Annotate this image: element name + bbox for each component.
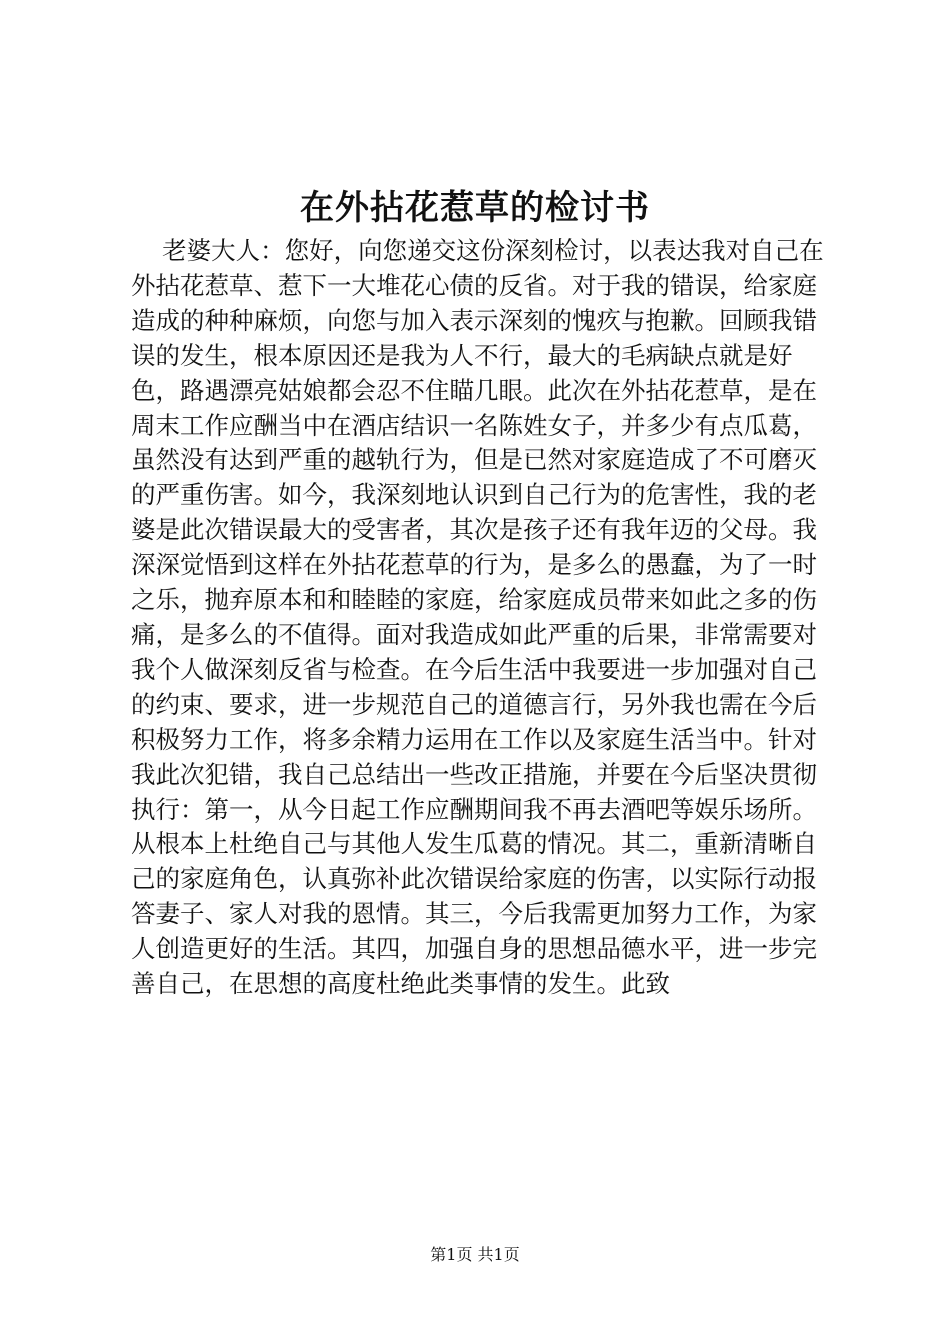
document-body: 老婆大人：您好，向您递交这份深刻检讨，以表达我对自己在外拈花惹草、惹下一大堆花心债的反省。对于我的错误，给家庭造成的种种麻烦，向您与加入表示深刻的愧疚与抱歉。回顾我错误的发生，根本原因还是我为人不行，最大的毛病缺点就是好色，路遇漂亮姑娘都会忍不住瞄几眼。此次在外拈花惹草，是在周末工作应酬当中在酒店结识一名陈姓女子，并多少有点瓜葛，虽然没有达到严重的越轨行为，但是已然对家庭造成了不可磨灭的严重伤害。如今，我深刻地认识到自己行为的危害性，我的老婆是此次错误最大的受害者，其次是孩子还有我年迈的父母。我深深觉悟到这样在外拈花惹草的行为，是多么的愚蠢，为了一时之乐，抛弃原本和和睦睦的家庭，给家庭成员带来如此之多的伤痛，是多么的不值得。面对我造成如此严重的后果，非常需要对我个人做深刻反省与检查。在今后生活中我要进一步加强对自己的约束、要求，进一步规范自己的道德言行，另外我也需在今后积极努力工作，将多余精力运用在工作以及家庭生活当中。针对我此次犯错，我自己总结出一些改正措施，并要在今后坚决贯彻执行：第一，从今日起工作应酬期间我不再去酒吧等娱乐场所。从根本上杜绝自己与其他人发生瓜葛的情况。其二，重新清晰自己的家庭角色，认真弥补此次错误给家庭的伤害，以实际行动报答妻子、家人对我的恩情。其三，今后我需更加努力工作，为家人创造更好的生活。其四，加强自身的思想品德水平，进一步完善自己，在思想的高度杜绝此类事情的发生。此致	[131, 236, 824, 999]
document-title: 在外拈花惹草的检讨书	[300, 188, 650, 228]
page-footer: 第1页 共1页	[430, 1245, 520, 1264]
